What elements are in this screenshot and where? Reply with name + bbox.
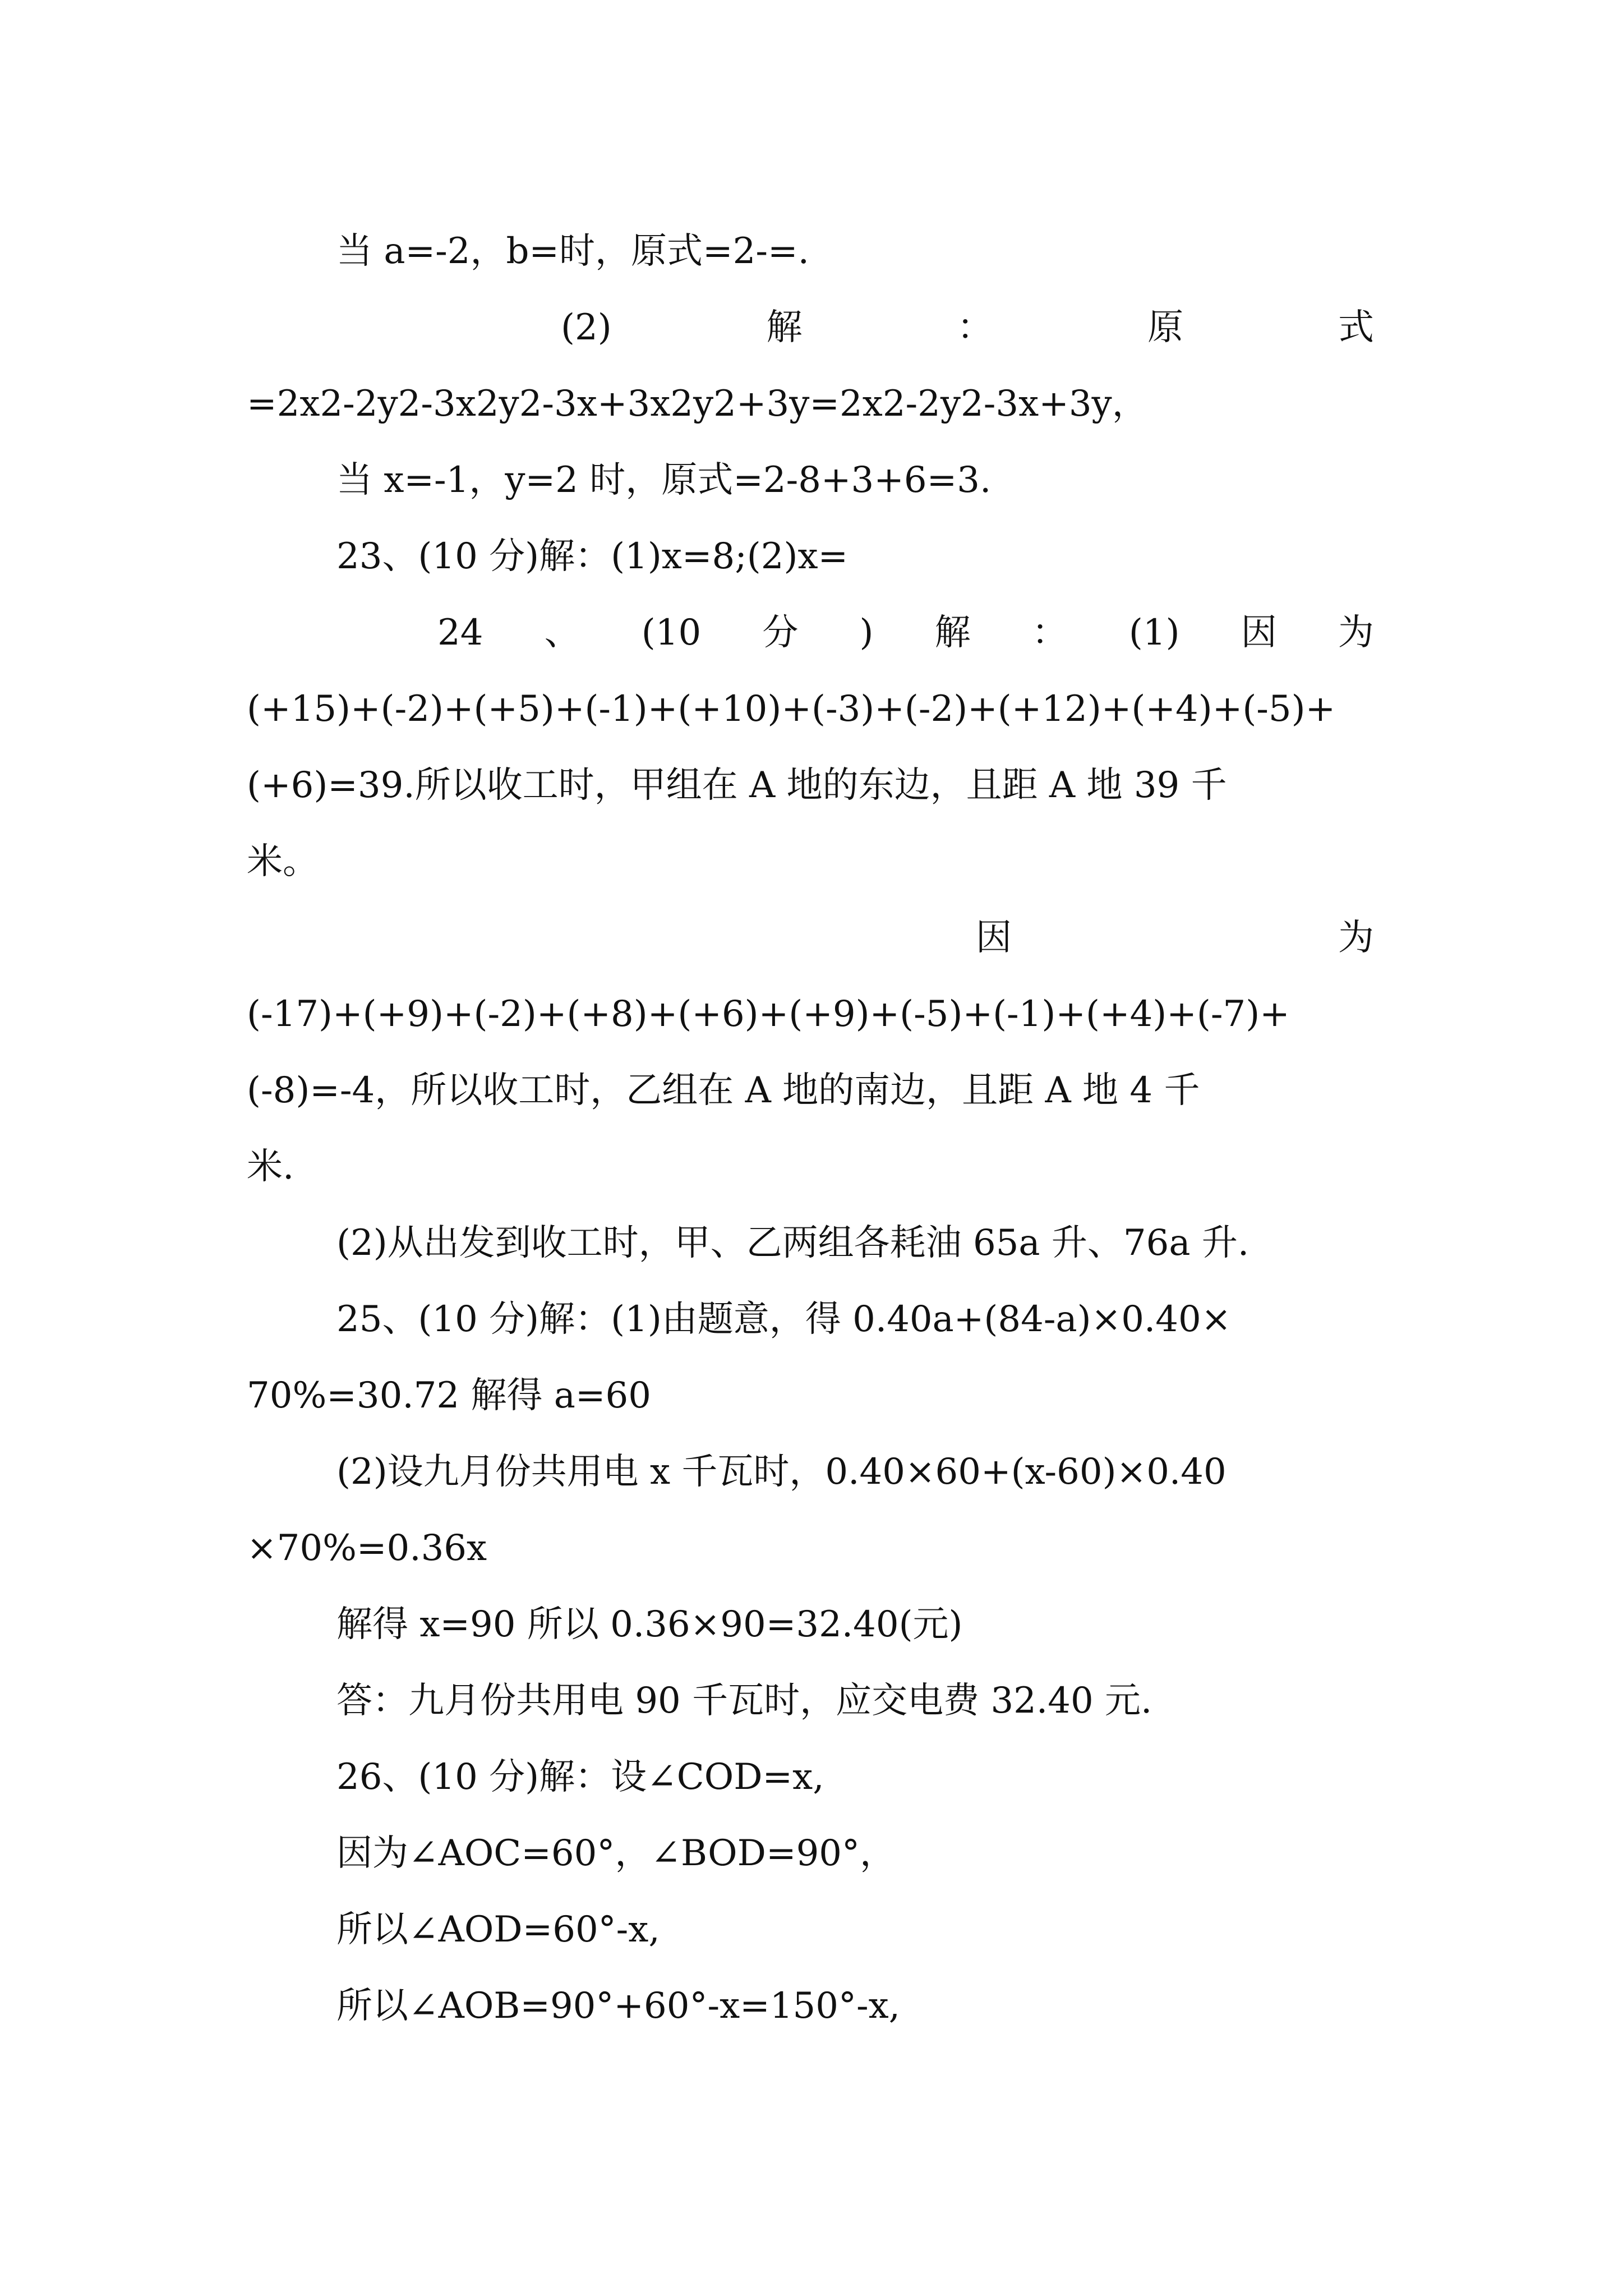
text-word: 24	[437, 612, 483, 654]
text-line: (-8)=-4，所以收工时，乙组在 A 地的南边，且距 A 地 4 千	[247, 1070, 1200, 1111]
text-line: 因为∠AOC=60°，∠BOD=90°，	[336, 1833, 896, 1874]
document-body	[247, 213, 1374, 2044]
text-word: 式	[1338, 307, 1374, 348]
text-word: )	[859, 612, 874, 654]
text-line: 当 x=-1，y=2 时，原式=2-8+3+6=3.	[336, 459, 992, 501]
text-line: (+15)+(-2)+(+5)+(-1)+(+10)+(-3)+(-2)+(+12)+(+4)+(-5)+	[247, 688, 1336, 730]
text-word: 因	[976, 917, 1012, 959]
text-word: 为	[1338, 612, 1374, 654]
text-word: 因	[1241, 612, 1277, 654]
text-word: (10	[641, 612, 702, 654]
text-line: (2)从出发到收工时，甲、乙两组各耗油 65a 升、76a 升.	[336, 1222, 1249, 1264]
text-line: 所以∠AOD=60°-x,	[336, 1909, 660, 1950]
text-word: 解	[766, 307, 803, 348]
text-line: =2x2-2y2-3x2y2-3x+3x2y2+3y=2x2-2y2-3x+3y，	[247, 383, 1148, 425]
text-line: 70%=30.72 解得 a=60	[247, 1375, 651, 1416]
text-line: (-17)+(+9)+(-2)+(+8)+(+6)+(+9)+(-5)+(-1)+(+4)+(-7)+	[247, 993, 1290, 1035]
text-line: 23、(10 分)解：(1)x=8;(2)x=	[336, 536, 849, 577]
text-word: 原	[1147, 307, 1184, 348]
text-word: (2)	[561, 307, 612, 348]
text-line: 答：九月份共用电 90 千瓦时，应交电费 32.40 元.	[336, 1680, 1152, 1722]
text-line: 26、(10 分)解：设∠COD=x,	[336, 1756, 824, 1798]
text-word: 为	[1338, 917, 1374, 959]
text-word: (1)	[1128, 612, 1180, 654]
text-line: 25、(10 分)解：(1)由题意，得 0.40a+(84-a)×0.40×	[336, 1299, 1232, 1340]
text-line: (+6)=39.所以收工时，甲组在 A 地的东边，且距 A 地 39 千	[247, 765, 1227, 806]
text-word: 解	[934, 612, 971, 654]
text-word: 分	[762, 612, 799, 654]
text-word: ：	[1031, 612, 1068, 654]
text-line: 解得 x=90 所以 0.36×90=32.40(元)	[336, 1604, 963, 1645]
text-word: 、	[544, 612, 580, 654]
text-line-justified	[247, 289, 1374, 366]
text-line-justified	[247, 900, 1374, 976]
text-line: (2)设九月份共用电 x 千瓦时，0.40×60+(x-60)×0.40	[336, 1451, 1227, 1493]
text-line: ×70%=0.36x	[247, 1527, 487, 1569]
text-line-justified	[247, 595, 1374, 671]
text-word: ：	[957, 307, 993, 348]
text-line: 米。	[247, 841, 319, 882]
text-line: 当 a=-2，b=时，原式=2-=.	[336, 231, 809, 272]
text-line: 米.	[247, 1146, 294, 1188]
text-line: 所以∠AOB=90°+60°-x=150°-x,	[336, 1985, 901, 2027]
